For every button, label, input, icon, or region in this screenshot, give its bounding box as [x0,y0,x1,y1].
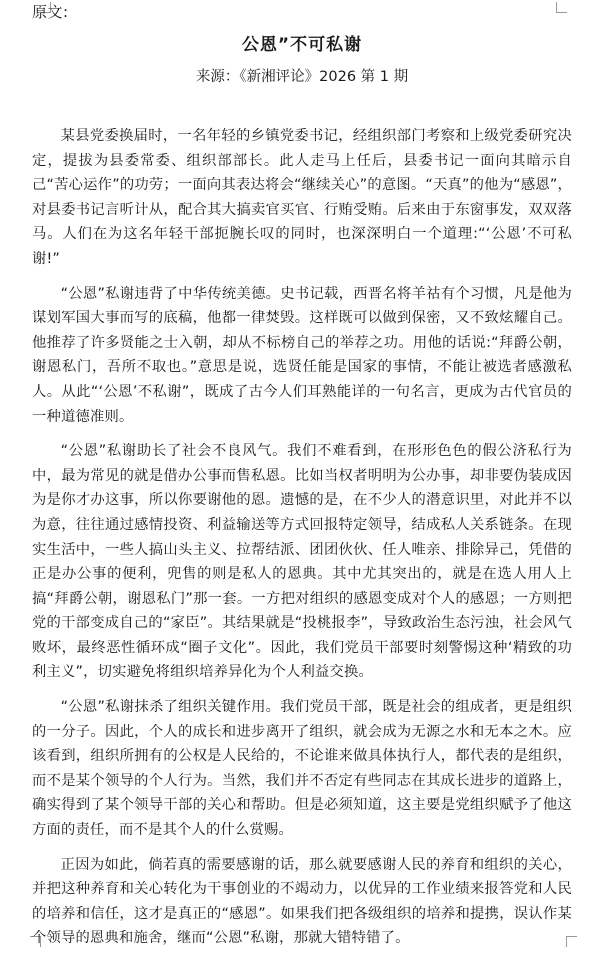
paragraph-4: “公恩”私谢抹杀了组织关键作用。我们党员干部，既是社会的组成者，更是组织的一分子。因此，个人的成长和进步离开了组织，就会成为无源之水和无本之木。应该看到，组织所拥有的公权是人民给的，不论谁来做具体执行人，都代表的是组织，而不是某个领导的个人行为。当然，我们并不否定有些同志在其成长进步的道路上，确实得到了某个领导干部的关心和帮助。但是必须知道，这主要是党组织赋予了他这方面的责任，而不是其个人的什么赏赐。 [32,699,572,839]
paragraph-1: 某县党委换届时，一名年轻的乡镇党委书记，经组织部门考察和上级党委研究决定，提拔为县委常委、组织部部长。此人走马上任后，县委书记一面向其暗示自己“苦心运作”的功劳；一面向其表达将会“继续关心”的意图。“天真”的他为“感恩”，对县委书记言听计从，配合其大搞卖官买官、行贿受贿。后来由于东窗事发，双双落马。人们在为这名年轻干部扼腕长叹的同时，也深深明白一个道理:“‘公恩’不可私谢!” [32,128,572,267]
paragraph-5: 正因为如此，倘若真的需要感谢的话，那么就要感谢人民的养育和组织的关心，并把这种养育和关心转化为干事创业的不竭动力，以优异的工作业绩来报答党和人民的培养和信任，这才是真正的“感恩”。如果我们把各级组织的培养和提携，误认作某个领导的恩典和施舍，继而“公恩”私谢，那就大错特错了。 [32,856,572,947]
article-title: 公恩”不可私谢 [241,35,363,55]
original-text-label: 原文: [32,3,69,21]
paragraph-3: “公恩”私谢助长了社会不良风气。我们不难看到，在形形色色的假公济私行为中，最为常见的就是借办公事而售私恩。比如当权者明明为公办事，却非要伪装成因为是你才办这事，所以你要谢他的恩。遗憾的是，在不少人的潜意识里，对此并不以为意，往往通过感情投资、利益输送等方式回报特定领导，结成私人关系链条。在现实生活中，一些人搞山头主义、拉帮结派、团团伙伙、任人唯亲、排除异己，凭借的正是办公事的便利，兜售的则是私人的恩典。其中尤其突出的，就是在选人用人上搞“拜爵公朝，谢恩私门”那一套。一方把对组织的感恩变成对个人的感恩；一方则把党的干部变成自己的“家臣”。其结果就是“投桃报李”，导致政治生态污浊，社会风气败坏，最终恶性循环成“圈子文化”。因此，我们党员干部要时刻警惕这种‘精致的功利主义”，切实避免将组织培养异化为个人利益交换。 [32,443,572,681]
article-body [32,124,572,961]
paragraph-2: “公恩”私谢违背了中华传统美德。史书记载，西晋名将羊祜有个习惯，凡是他为谋划军国大事而写的底稿，他都一律焚毁。这样既可以做到保密，又不致炫耀自己。他推荐了许多贤能之士入朝，却从不标榜自己的举荐之功。用他的话说:“拜爵公朝，谢恩私门，吾所不取也。”意思是说，选贤任能是国家的事情，不能让被选者感激私人。从此“‘公恩’不私谢”，既成了古今人们耳熟能详的一句名言，更成为古代官员的一种道德准则。 [32,285,572,425]
page-corner-mark-top-right [556,2,567,13]
article-source: 来源：《新湘评论》2026 第 1 期 [195,69,409,85]
